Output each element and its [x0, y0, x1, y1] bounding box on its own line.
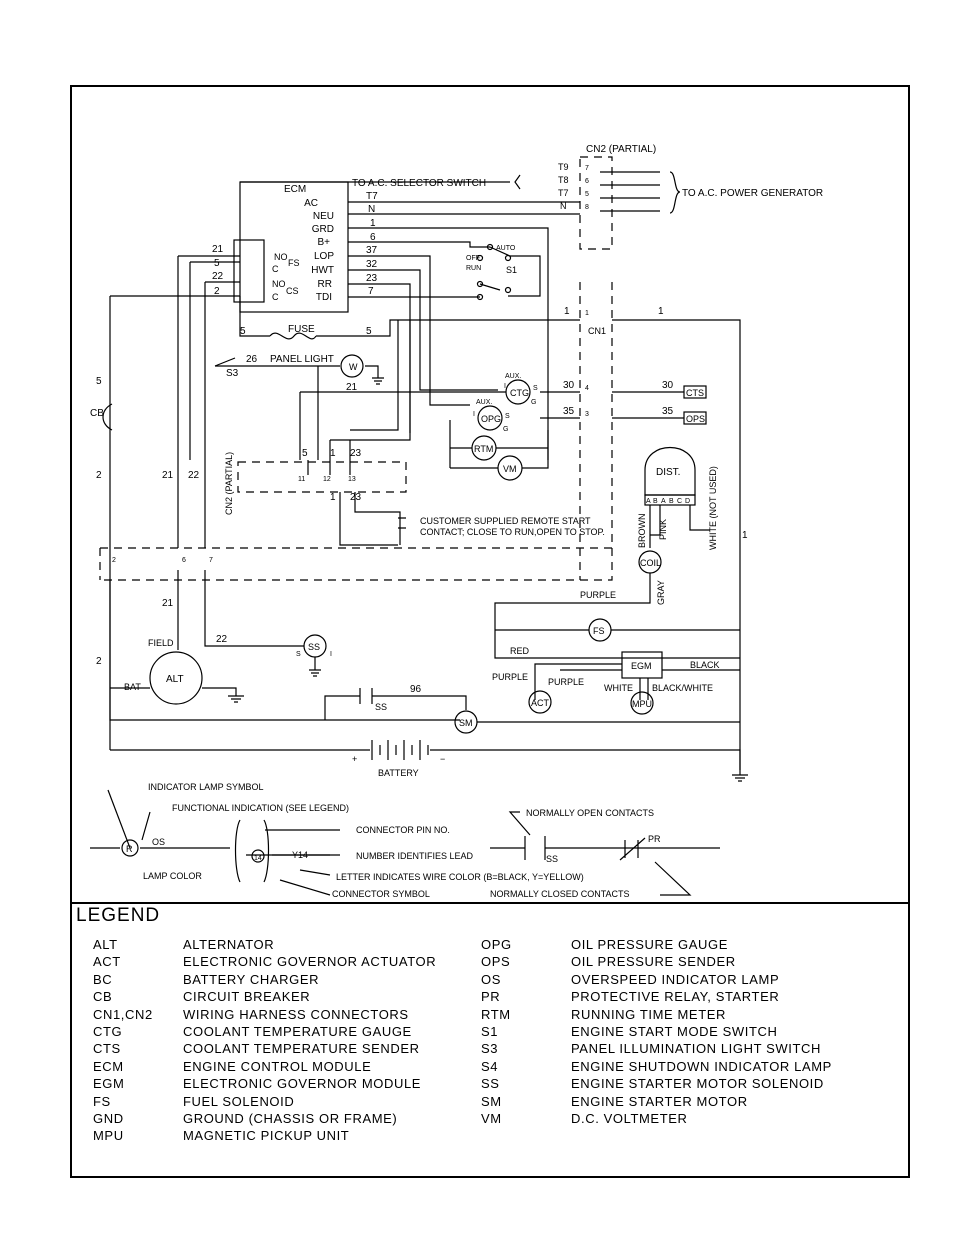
relay-downleads	[110, 256, 205, 548]
cn1-wire-35: 35	[563, 406, 575, 417]
ecm-wire-t7: T7	[366, 191, 378, 202]
cn2-mid-wire-23: 23	[350, 448, 362, 459]
lamp-w: W	[349, 362, 358, 372]
cn2-pin-num-6: 6	[585, 178, 589, 185]
key-os: OS	[152, 837, 166, 847]
cn2-top-title: CN2 (PARTIAL)	[586, 144, 657, 155]
key-pr: PR	[648, 834, 661, 844]
key-letter-wire-color: LETTER INDICATES WIRE COLOR (B=BLACK, Y=YELLOW)	[336, 872, 584, 882]
black-label: BLACK	[690, 660, 720, 670]
ctg-aux: AUX.	[505, 373, 522, 380]
battery-plus: +	[352, 754, 358, 764]
legend-desc: ELECTRONIC GOVERNOR MODULE	[183, 1076, 422, 1092]
cn1-pin-4: 4	[585, 385, 589, 392]
legend-desc: OIL PRESSURE SENDER	[571, 954, 736, 970]
dist-terminal-c: C	[677, 498, 683, 505]
ecm-pin-ac: AC	[304, 198, 318, 209]
purple-left: PURPLE	[492, 672, 529, 682]
legend-desc: PROTECTIVE RELAY, STARTER	[571, 989, 780, 1005]
legend-abbr: RTM	[481, 1006, 511, 1022]
act-label: ACT	[531, 698, 549, 708]
no-contact-symbol	[490, 836, 720, 860]
legend-abbr: EGM	[93, 1076, 125, 1092]
key-functional-indication: FUNCTIONAL INDICATION (SEE LEGEND)	[172, 803, 350, 813]
legend-desc: COOLANT TEMPERATURE GAUGE	[183, 1024, 412, 1039]
key-pin-14: 14	[254, 855, 262, 862]
cn2-pin-num-8: 8	[585, 204, 589, 211]
relay-cs: CS	[286, 286, 299, 296]
panel-light-wire-26: 26	[246, 354, 258, 365]
cn2-mid-wire-1: 1	[330, 448, 336, 459]
meter-wiring	[450, 420, 548, 468]
relay-wire-22: 22	[212, 271, 224, 282]
dist-terminal-b2: B	[669, 498, 674, 505]
legend-abbr: ALT	[93, 937, 118, 952]
panel-light-label: PANEL LIGHT	[270, 354, 334, 365]
right-wire-1: 1	[658, 306, 664, 317]
cn1-pin-3: 3	[585, 411, 589, 418]
remote-start-line-1: CUSTOMER SUPPLIED REMOTE START	[420, 516, 591, 526]
legend-abbr: CN1,CN2	[93, 1006, 153, 1022]
legend-title: LEGEND	[76, 905, 161, 926]
ss-contact-wire	[325, 696, 466, 720]
legend-abbr: S4	[481, 1058, 499, 1074]
cn2-mid-pin-12: 12	[323, 476, 331, 483]
legend-abbr: BC	[93, 971, 113, 987]
legend-abbr: FS	[93, 1093, 111, 1109]
ecm-pin-lop: LOP	[313, 251, 334, 262]
fuse-wire-left: 5	[240, 326, 246, 337]
legend-desc: ENGINE START MODE SWITCH	[571, 1024, 778, 1039]
wire-2-lower: 2	[96, 656, 102, 667]
wire-purple: PURPLE	[580, 590, 617, 600]
key-lamp-letter: R	[126, 844, 133, 854]
relay-wire-21: 21	[212, 244, 224, 255]
cn2-mid-pin-13: 13	[348, 476, 356, 483]
legend-desc: RUNNING TIME METER	[571, 1006, 727, 1022]
remote-start-wires	[340, 492, 400, 545]
sm-label: SM	[459, 718, 473, 728]
ecm-wire-37: 37	[366, 245, 378, 256]
key-number-identifies-lead: NUMBER IDENTIFIES LEAD	[356, 851, 474, 861]
cn2-pin-num-7: 7	[585, 165, 589, 172]
bottom-pin-6: 6	[182, 557, 186, 564]
cn2-pin-t9: T9	[558, 162, 569, 172]
ecm-pin-grd: GRD	[311, 224, 334, 235]
legend-divider	[70, 902, 910, 904]
coil-label: COIL	[640, 558, 662, 568]
cn2-mid-wire-5: 5	[302, 448, 308, 459]
cn2-mid-bottom-23: 23	[350, 492, 362, 503]
lamp-pointer	[108, 790, 130, 848]
cn2-pin-t7: T7	[558, 188, 569, 198]
wire-brown: BROWN	[637, 513, 647, 548]
legend-desc: D.C. VOLTMETER	[571, 1111, 688, 1126]
relay-block	[234, 240, 264, 302]
ctg-label: CTG	[510, 388, 529, 398]
cn1-label: CN1	[588, 326, 607, 336]
legend-desc: ELECTRONIC GOVERNOR ACTUATOR	[183, 954, 437, 970]
fuse-wire-right: 5	[366, 326, 372, 337]
relay-wire-2: 2	[214, 286, 220, 297]
opg-terminal-s: S	[505, 413, 510, 420]
cb-wire	[110, 400, 460, 750]
legend-abbr: OPS	[481, 954, 511, 970]
legend-desc: PANEL ILLUMINATION LIGHT SWITCH	[571, 1041, 821, 1057]
cn2-pin-n: N	[560, 201, 567, 211]
dist-terminal-b1: B	[653, 498, 658, 505]
relay-c-2: C	[272, 292, 279, 302]
alt-label: ALT	[166, 674, 184, 685]
opg-label: OPG	[481, 414, 502, 424]
wire-22-lower: 22	[216, 634, 228, 645]
s1-auto: AUTO	[496, 245, 516, 252]
bottom-pin-2: 2	[112, 557, 116, 564]
s1-run: RUN	[466, 265, 482, 272]
field-label: FIELD	[148, 638, 174, 648]
relay-no-1: NO	[274, 252, 288, 262]
nc-contact-symbol	[620, 838, 645, 860]
wire-96: 96	[410, 684, 422, 695]
bottom-wire-2: 2	[96, 470, 102, 481]
ecm-pin-rr: RR	[317, 279, 332, 290]
key-connector-pin-no: CONNECTOR PIN NO.	[356, 825, 450, 835]
right-wire-35: 35	[662, 406, 674, 417]
ecm-pin-bplus: B+	[317, 237, 330, 248]
panel-light-wire-21: 21	[346, 382, 358, 393]
s1-off: OFF	[466, 255, 480, 262]
ecm-wire-23: 23	[366, 273, 378, 284]
legend-desc: ENGINE STARTER MOTOR SOLENOID	[571, 1076, 824, 1092]
cts-label: CTS	[686, 388, 704, 398]
purple-right: PURPLE	[548, 677, 585, 687]
dist-terminal-d: D	[685, 498, 691, 505]
wire-pink: PINK	[658, 518, 668, 540]
legend-abbr: SS	[481, 1076, 500, 1092]
cn2-mid-bottom-1: 1	[330, 492, 336, 503]
legend-desc: COOLANT TEMPERATURE SENDER	[183, 1041, 420, 1057]
ecm-pin-tdi: TDI	[315, 292, 332, 303]
cb-symbol	[103, 404, 112, 430]
ss-terminal-s: S	[296, 651, 301, 658]
ecm-wire-1: 1	[370, 218, 376, 229]
relay-no-2: NO	[272, 279, 286, 289]
battery-cells	[372, 740, 428, 760]
opg-terminal-g: G	[503, 426, 509, 433]
ctg-terminal-i: I	[504, 383, 506, 390]
dist-label: DIST.	[656, 467, 681, 478]
legend-desc: OVERSPEED INDICATOR LAMP	[571, 971, 780, 987]
wire-white-not-used: WHITE (NOT USED)	[708, 466, 718, 550]
wire-5-left: 5	[96, 376, 102, 387]
ecm-wire-32: 32	[366, 259, 378, 270]
bottom-wire-22: 22	[188, 470, 200, 481]
fs-label: FS	[593, 626, 605, 636]
dist-terminal-a1: A	[646, 498, 651, 505]
legend-abbr: OS	[481, 971, 501, 987]
key-normally-closed: NORMALLY CLOSED CONTACTS	[490, 889, 630, 899]
ecm-label: ECM	[284, 184, 307, 195]
ss-contact-label: SS	[375, 702, 388, 712]
legend-abbr: SM	[481, 1093, 502, 1109]
cb-label: CB	[90, 408, 104, 419]
legend-desc: ENGINE SHUTDOWN INDICATOR LAMP	[571, 1058, 832, 1074]
vm-label: VM	[503, 464, 517, 474]
legend-desc: MAGNETIC PICKUP UNIT	[183, 1128, 350, 1144]
ctg-terminal-g: G	[531, 399, 537, 406]
legend-abbr: CTS	[93, 1041, 121, 1057]
legend-abbr: ACT	[93, 954, 121, 970]
key-connector-symbol	[236, 820, 269, 882]
cn1-wire-1: 1	[564, 306, 570, 317]
key-ss: SS	[546, 854, 559, 864]
legend-abbr: S1	[481, 1024, 499, 1039]
fuse-label: FUSE	[288, 324, 315, 335]
ecm-wire-6: 6	[370, 232, 376, 243]
bottom-connector	[100, 548, 612, 580]
relay-fs: FS	[288, 258, 300, 268]
ctg-terminal-s: S	[533, 385, 538, 392]
cn2-pin-num-5: 5	[585, 191, 589, 198]
ecm-wire-n: N	[368, 204, 376, 215]
opg-aux: AUX.	[476, 399, 493, 406]
bottom-wire-21: 21	[162, 470, 174, 481]
bottom-pin-7: 7	[209, 557, 213, 564]
s1-label: S1	[506, 265, 518, 275]
cn2-pin-t8: T8	[558, 175, 569, 185]
ops-label: OPS	[686, 414, 706, 424]
legend-desc: BATTERY CHARGER	[183, 971, 320, 987]
wire-21-lower: 21	[162, 598, 174, 609]
legend-abbr: S3	[481, 1041, 499, 1057]
key-lamp-color: LAMP COLOR	[143, 871, 202, 881]
legend-desc: ALTERNATOR	[183, 937, 275, 952]
battery-label: BATTERY	[378, 768, 419, 778]
ecm-pin-hwt: HWT	[311, 265, 334, 276]
cn1-wire-30: 30	[563, 380, 575, 391]
bat-label: BAT	[124, 682, 141, 692]
cn2-mid-pin-11: 11	[298, 476, 306, 483]
legend-abbr: PR	[481, 989, 501, 1005]
ss-label: SS	[308, 642, 321, 652]
battery-minus: −	[440, 754, 446, 764]
legend-desc: FUEL SOLENOID	[183, 1093, 295, 1109]
wire-grd	[348, 228, 548, 460]
right-wire-1-lower: 1	[742, 530, 748, 541]
sender-leads	[612, 392, 684, 418]
mpu-label: MPU	[632, 699, 652, 709]
legend-desc: OIL PRESSURE GAUGE	[571, 937, 728, 952]
opg-terminal-i: I	[473, 411, 475, 418]
relay-c-1: C	[272, 264, 279, 274]
ac-selector-label: TO A.C. SELECTOR SWITCH	[352, 178, 487, 189]
legend-abbr: ECM	[93, 1058, 124, 1074]
legend-desc: CIRCUIT BREAKER	[183, 989, 311, 1005]
red-label: RED	[510, 646, 530, 656]
right-wire-30: 30	[662, 380, 674, 391]
legend-abbr: CB	[93, 989, 113, 1005]
legend-desc: ENGINE CONTROL MODULE	[183, 1058, 372, 1074]
legend-abbr: VM	[481, 1111, 502, 1126]
legend-desc: GROUND (CHASSIS OR FRAME)	[183, 1111, 398, 1126]
key-normally-open: NORMALLY OPEN CONTACTS	[526, 808, 655, 818]
cn2-mid-connector	[238, 462, 406, 492]
ac-generator-label: TO A.C. POWER GENERATOR	[682, 188, 824, 199]
legend-abbr: MPU	[93, 1128, 124, 1144]
rtm-label: RTM	[474, 444, 494, 454]
egm-label: EGM	[631, 661, 652, 671]
alt-wires	[110, 570, 236, 750]
legend-abbr: GND	[93, 1111, 124, 1126]
wire-rr	[348, 284, 410, 433]
key-indicator-lamp: INDICATOR LAMP SYMBOL	[148, 782, 264, 792]
remote-start-line-2: CONTACT; CLOSE TO RUN,OPEN TO STOP.	[420, 527, 605, 537]
ss-terminal-i: I	[330, 651, 332, 658]
s3-label: S3	[226, 368, 239, 379]
cn1-pin-1: 1	[585, 310, 589, 317]
key-lead-y14: Y14	[292, 850, 309, 860]
ecm-pin-neu: NEU	[312, 211, 334, 222]
legend-abbr: CTG	[93, 1024, 123, 1039]
white-label: WHITE	[604, 683, 633, 693]
key-connector-symbol: CONNECTOR SYMBOL	[332, 889, 430, 899]
black-white-label: BLACK/WHITE	[652, 683, 714, 693]
dist-terminal-a2: A	[661, 498, 666, 505]
relay-wire-5: 5	[214, 258, 220, 269]
cn2-side-label: CN2 (PARTIAL)	[224, 451, 234, 515]
cn2-top-leads	[600, 172, 660, 211]
legend-abbr: OPG	[481, 937, 512, 952]
s3-switch	[215, 358, 235, 366]
legend-desc: WIRING HARNESS CONNECTORS	[183, 1006, 409, 1022]
legend-desc: ENGINE STARTER MOTOR	[571, 1093, 748, 1109]
coil-purple-wire	[495, 573, 740, 658]
ecm-wire-7: 7	[368, 286, 374, 297]
wire-gray: GRAY	[656, 580, 666, 605]
